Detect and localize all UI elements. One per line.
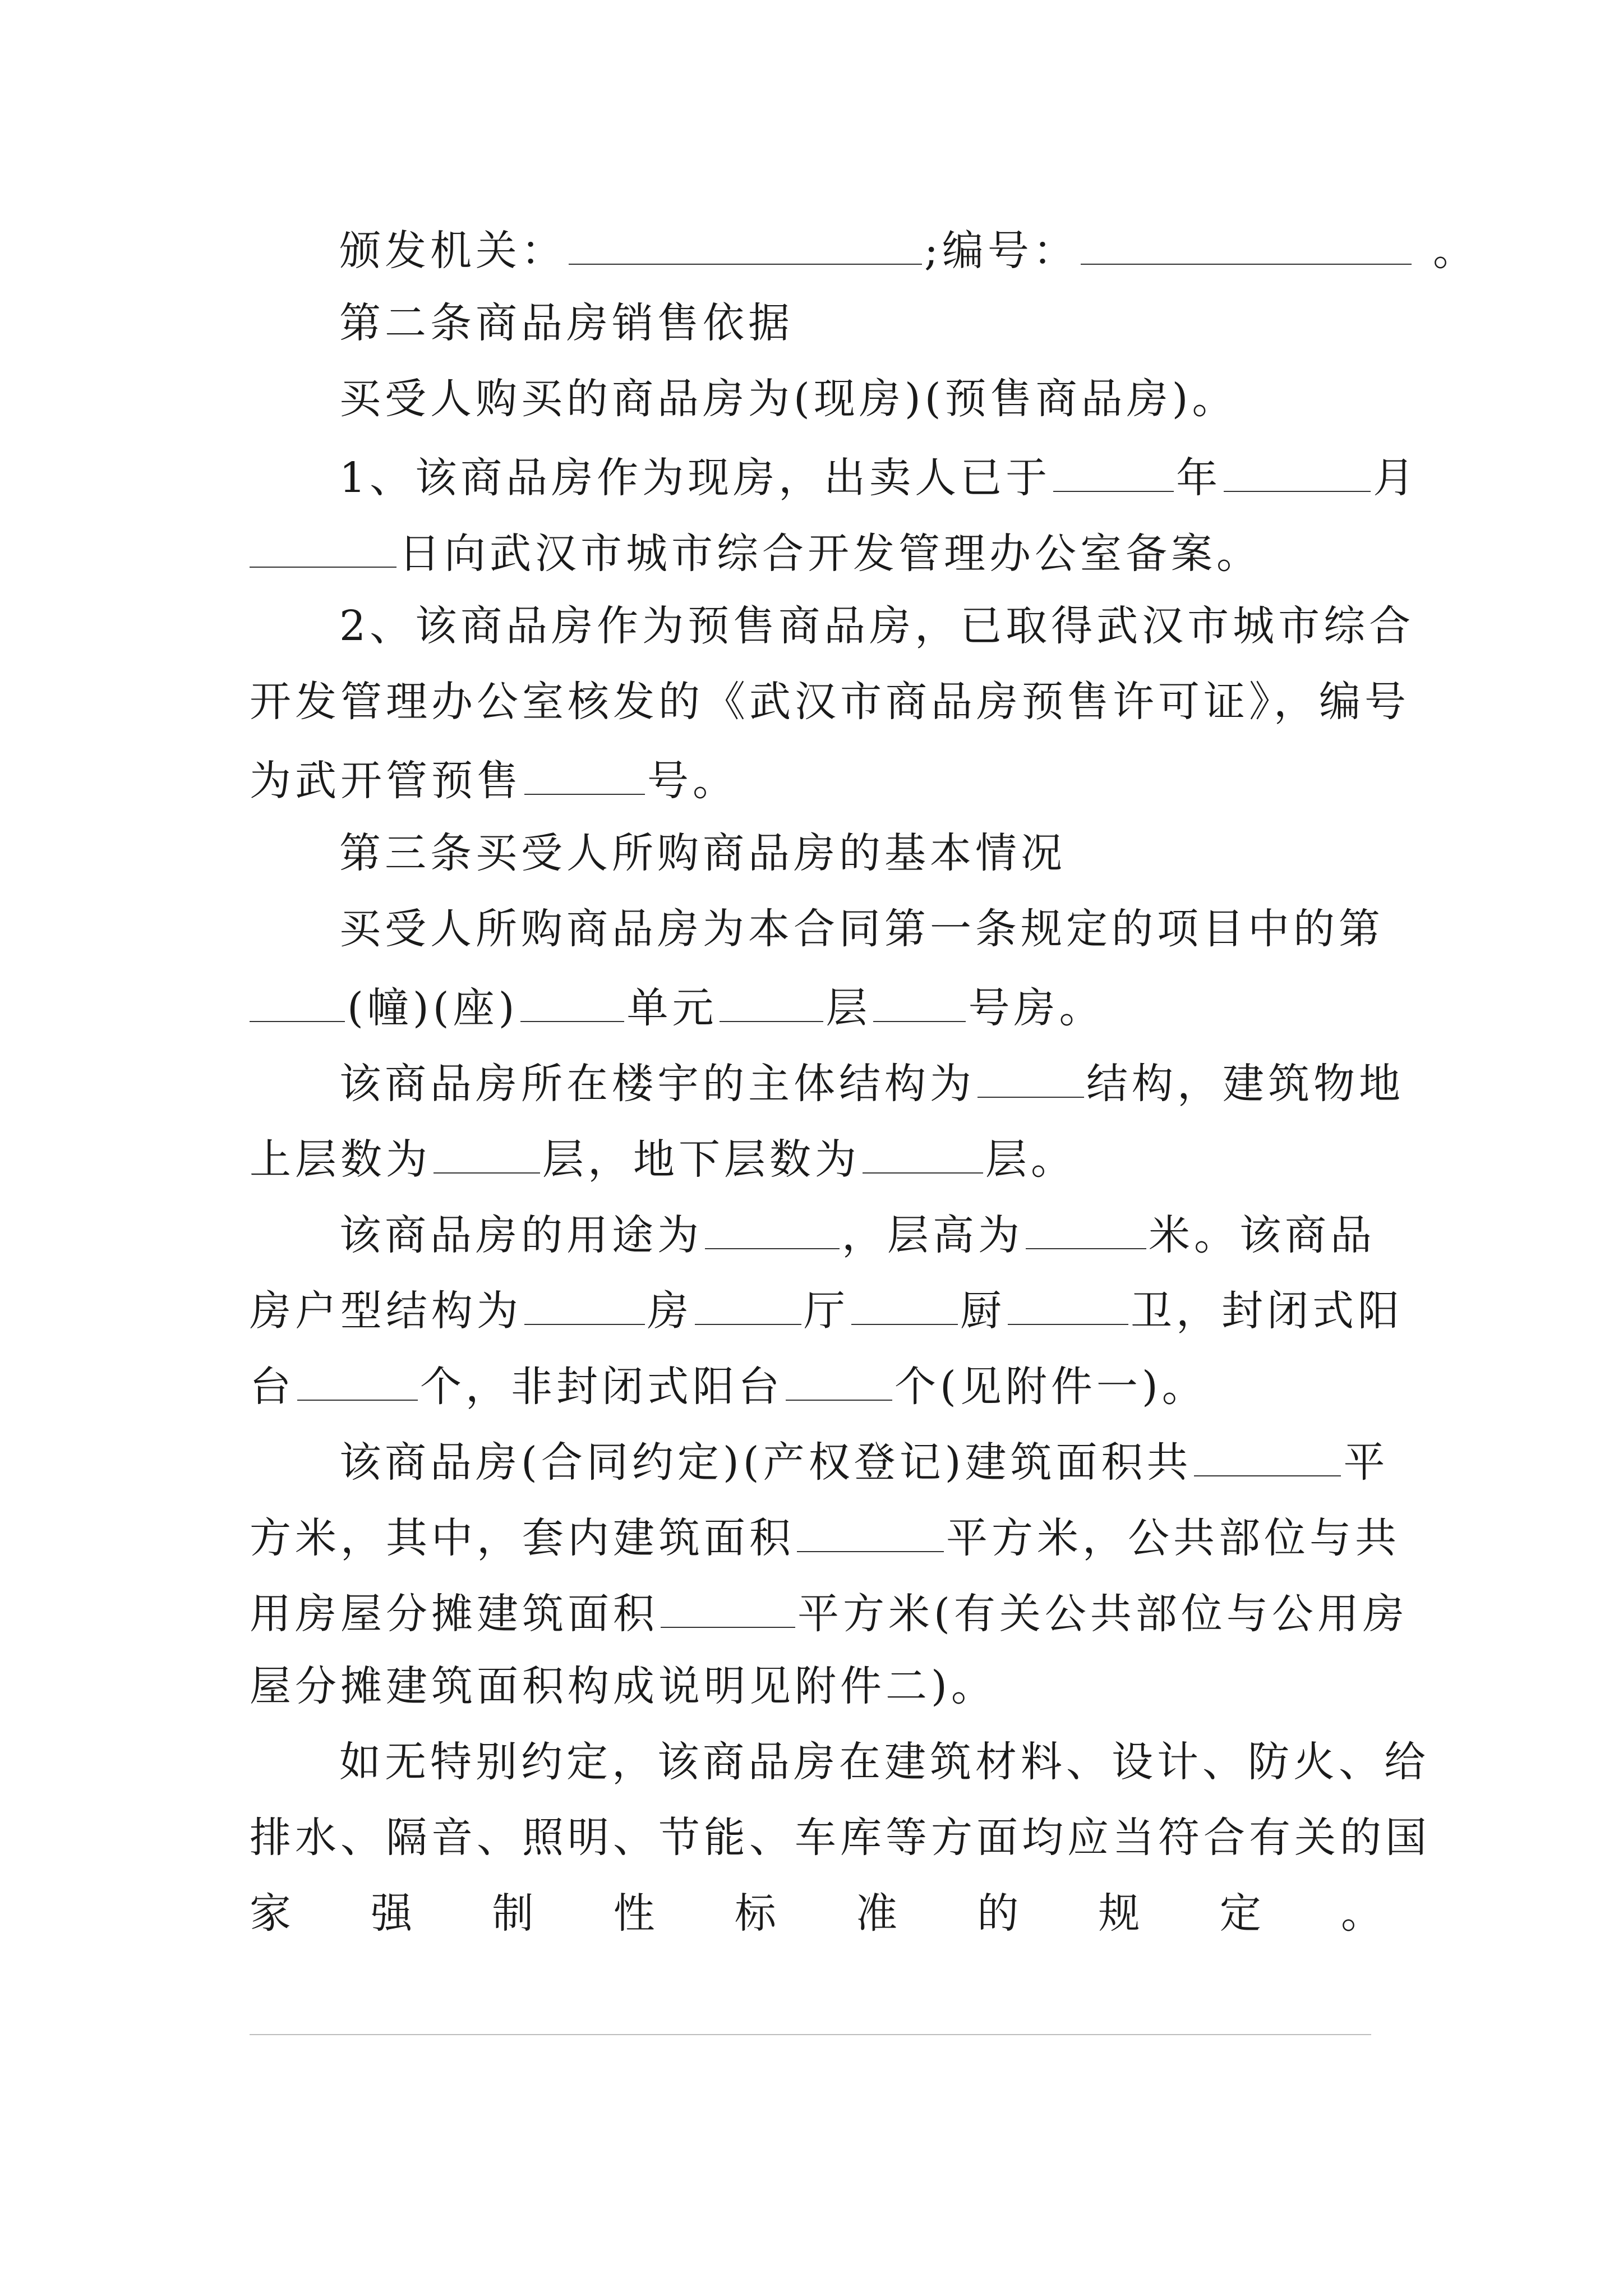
- use-blank: [705, 1211, 840, 1249]
- floor-height-blank: [1026, 1211, 1146, 1249]
- article-2-intro: 买受人购买的商品房为(现房)(预售商品房)。: [339, 375, 1238, 423]
- room-label: 号房。: [968, 984, 1105, 1032]
- kitchens-blank: [851, 1287, 958, 1325]
- article-3-area-line-2: [250, 1514, 1400, 1565]
- justified-char: 性: [613, 1889, 655, 1938]
- article-3-location-line-1: 买受人所购商品房为本合同第一条规定的项目中的第: [339, 905, 1384, 953]
- article-3-use-line-2: [250, 1287, 1403, 1337]
- unit-label: 单元: [626, 984, 718, 1032]
- article-3-structure-line-1: [339, 1060, 1404, 1110]
- article-3-use-line-3: [250, 1363, 1207, 1413]
- below-ground-label: 层，地下层数为: [542, 1135, 860, 1184]
- article-3-standard-line-2: 排水、隔音、照明、节能、车库等方面均应当符合有关的国: [250, 1814, 1431, 1862]
- above-ground-floors-blank: [434, 1135, 540, 1174]
- article-2-item-1-line-1: [339, 454, 1418, 504]
- open-balcony-blank: [786, 1363, 892, 1401]
- unit-number-blank: [520, 984, 624, 1022]
- article-3-use-line-1: [339, 1211, 1376, 1262]
- use-label: 该商品房的用途为: [339, 1211, 703, 1259]
- issuing-authority-blank: [569, 227, 922, 265]
- structure-text: 该商品房所在楼宇的主体结构为: [339, 1060, 975, 1108]
- floor-area-label: 该商品房(合同约定)(产权登记)建筑面积共: [339, 1438, 1192, 1487]
- above-ground-label: 上层数为: [250, 1135, 431, 1184]
- interior-area-blank: [797, 1514, 944, 1552]
- article-2-item-2-line-1: 2、该商品房作为预售商品房，已取得武汉市城市综合: [339, 602, 1415, 650]
- shared-area-text: 平方米，公共部位与共: [946, 1514, 1400, 1562]
- number-label: ;编号：: [924, 227, 1078, 275]
- article-3-structure-line-2: [250, 1135, 1076, 1186]
- shared-area-blank: [661, 1590, 795, 1628]
- issuing-authority-label: 颁发机关：: [339, 227, 566, 275]
- structure-type-blank: [978, 1060, 1084, 1098]
- justified-char: 标: [734, 1889, 776, 1938]
- shared-area-note: 平方米(有关公共部位与公用房: [797, 1590, 1408, 1638]
- justified-char: 定: [1219, 1889, 1261, 1938]
- layout-label: 房户型结构为: [250, 1287, 522, 1335]
- shared-area-label: 用房屋分摊建筑面积: [250, 1590, 658, 1638]
- article-2-heading: 第二条商品房销售依据: [339, 299, 794, 347]
- presale-permit-suffix: 号。: [647, 757, 738, 805]
- year-label: 年: [1176, 454, 1222, 502]
- floors-suffix: 层。: [985, 1135, 1076, 1184]
- issuing-authority-line: [339, 227, 1478, 277]
- area-unit-start: 平: [1343, 1438, 1389, 1487]
- article-3-area-line-4: 屋分摊建筑面积构成说明见附件二)。: [250, 1662, 997, 1710]
- filing-office-text: 日向武汉市城市综合开发管理办公室备案。: [399, 530, 1262, 578]
- bedrooms-blank: [524, 1287, 645, 1325]
- item-1-text: 1、该商品房作为现房，出卖人已于: [339, 454, 1052, 502]
- enclosed-balcony-blank: [297, 1363, 418, 1401]
- room-number-blank: [873, 984, 966, 1022]
- bathrooms-blank: [1008, 1287, 1128, 1325]
- article-3-standard-line-3: [250, 1889, 1382, 1943]
- justified-char: 强: [371, 1889, 413, 1938]
- filing-month-blank: [1224, 454, 1371, 492]
- presale-permit-label: 为武开管预售: [250, 757, 522, 805]
- article-3-location-line-2: [250, 984, 1104, 1034]
- floor-area-blank: [1194, 1438, 1341, 1476]
- open-balcony-label: 个，非封闭式阳台: [420, 1363, 783, 1411]
- floor-number-blank: [720, 984, 823, 1022]
- article-3-standard-line-1: 如无特别约定，该商品房在建筑材料、设计、防火、给: [339, 1738, 1430, 1786]
- use-text-end: 米。该商品: [1149, 1211, 1376, 1259]
- article-2-item-2-line-3: [250, 757, 738, 807]
- interior-area-label: 方米，其中，套内建筑面积: [250, 1514, 795, 1562]
- number-blank: [1081, 227, 1412, 265]
- footer-divider: [250, 2034, 1371, 2035]
- justified-char: 。: [1340, 1889, 1382, 1938]
- bathroom-label: 卫，封闭式阳: [1131, 1287, 1403, 1335]
- justified-char: 规: [1098, 1889, 1140, 1938]
- kitchen-label: 厨: [960, 1287, 1006, 1335]
- justified-char: 制: [492, 1889, 534, 1938]
- article-3-heading: 第三条买受人所购商品房的基本情况: [339, 829, 1066, 877]
- floor-label: 层: [826, 984, 872, 1032]
- line-end-mark: 。: [1432, 227, 1478, 275]
- article-3-area-line-3: [250, 1590, 1408, 1640]
- structure-text-2: 结构，建筑物地: [1086, 1060, 1404, 1108]
- below-ground-floors-blank: [863, 1135, 983, 1174]
- building-label: (幢)(座): [347, 984, 519, 1032]
- living-room-label: 厅: [804, 1287, 849, 1335]
- article-2-item-1-line-2: [250, 530, 1262, 580]
- article-3-area-line-1: [339, 1438, 1389, 1489]
- living-rooms-blank: [695, 1287, 801, 1325]
- bedroom-label: 房: [647, 1287, 693, 1335]
- annex-1-reference: 个(见附件一)。: [895, 1363, 1207, 1411]
- article-2-item-2-line-2: 开发管理办公室核发的《武汉市商品房预售许可证》，编号: [250, 678, 1410, 726]
- floor-height-label: ，层高为: [842, 1211, 1023, 1259]
- justified-char: 准: [856, 1889, 898, 1938]
- filing-year-blank: [1053, 454, 1174, 492]
- justified-char: 家: [250, 1889, 291, 1938]
- building-number-blank: [250, 984, 345, 1022]
- presale-permit-number-blank: [524, 757, 645, 795]
- justified-char: 的: [977, 1889, 1019, 1938]
- filing-day-blank: [250, 530, 396, 568]
- month-label: 月: [1373, 454, 1419, 502]
- balcony-prefix: 台: [250, 1363, 295, 1411]
